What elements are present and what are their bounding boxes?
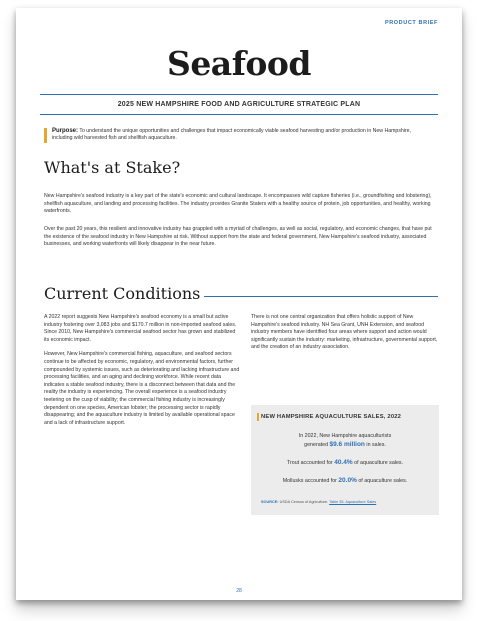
trout-share-value: 40.4% xyxy=(334,459,353,466)
mollusk-share-value: 20.0% xyxy=(338,477,357,484)
document-page xyxy=(16,8,462,600)
box-title: NEW HAMPSHIRE AQUACULTURE SALES, 2022 xyxy=(261,414,402,420)
conditions-left-column xyxy=(44,314,240,434)
conditions-right-paragraph-1: There is not one central organization that offers holistic support of New Hampshire's seafood industry. NH Sea Grant, UNH Extension, and seafood industry members have identified four areas where support and action would significantly sustain the industry: marketing, infrastructure, governmental support, and the creation of an industry association. xyxy=(251,314,438,351)
product-brief-label: PRODUCT BRIEF xyxy=(384,20,438,26)
sales-total-value: $9.6 million xyxy=(329,441,365,448)
conditions-left-paragraph-1: A 2022 report suggests New Hampshire's seafood economy is a small but active industry fostering over 3,083 jobs and $170.7 million in non-imported seafood sales. Since 2010, New Hampshire's commercial seafood sector has grown and stabilized its economic impact. xyxy=(44,314,237,343)
box-accent-bar xyxy=(257,413,259,421)
box-line-trout: Trout accounted for 40.4% of aquaculture sales. xyxy=(286,459,404,466)
box-line-1: In 2022, New Hampshire aquaculturists xyxy=(298,433,392,439)
conditions-rule xyxy=(204,296,438,297)
purpose-text: To understand the unique opportunities and challenges that impact economically viable seafood harvesting and/or production in New Hampshire, including wild harvested fish and shellfish aquaculture. xyxy=(52,128,411,142)
source-text: USDA Census of Agriculture. xyxy=(279,500,329,504)
subtitle-rule xyxy=(40,114,438,115)
stake-paragraph-2: Over the past 20 years, this resilient and innovative industry has grappled with a myriad of challenges, as well as social, regulatory, and economic changes, that have put the existence of the seafood industry in New Hampshire at risk. Without support from the state and federal government, New Hampshire's seafood industry, associated businesses, and working waterfronts will likely disappear in the near future. xyxy=(44,226,432,248)
title-rule xyxy=(40,94,438,95)
page-title: Seafood xyxy=(166,44,311,83)
box-line-mollusks: Mollusks accounted for 20.0% of aquaculture sales. xyxy=(282,477,408,484)
aquaculture-sales-box xyxy=(251,405,439,515)
section-heading-conditions: Current Conditions xyxy=(44,284,201,303)
box-line-2: generated $9.6 million in sales. xyxy=(304,441,386,448)
page-number: 28 xyxy=(236,588,242,594)
purpose-callout xyxy=(44,128,428,143)
purpose-label: Purpose: xyxy=(52,128,79,134)
source-link[interactable]: Table 35. Aquaculture Sales xyxy=(329,500,377,504)
conditions-left-paragraph-2: However, New Hampshire's commercial fishing, aquaculture, and seafood sectors continue to be affected by economic, regulatory, and environmental factors, further compounded by systemic issues, such as deteriorating and lacking infrastructure and processing facilities, and an aging and declining workforce. While recent data indicates a stable seafood industry, there is a disconnect between that data and the reality the industry is experiencing. The overall experience is a seafood industry teetering on the cusp of viability; the commercial fishing industry is increasingly dependent on one species, American lobster; the processing sector is rapidly disappearing; and the aquaculture industry is limited by available operational space and a lack of infrastructure support. xyxy=(44,351,240,426)
box-source xyxy=(261,500,376,504)
source-label: SOURCE: xyxy=(261,500,279,504)
section-heading-stake: What's at Stake? xyxy=(44,158,181,177)
stake-paragraph-1: New Hampshire's seafood industry is a key part of the state's economic and cultural landscape. It encompasses wild capture fisheries (i.e., groundfishing and lobstering), shellfish aquaculture, and landing and processing facilities. The industry provides Granite Staters with a healthy source of protein, job opportunities, and healthy, working waterfronts. xyxy=(44,193,432,215)
conditions-right-column xyxy=(251,314,439,359)
plan-subtitle: 2025 NEW HAMPSHIRE FOOD AND AGRICULTURE STRATEGIC PLAN xyxy=(117,101,361,108)
